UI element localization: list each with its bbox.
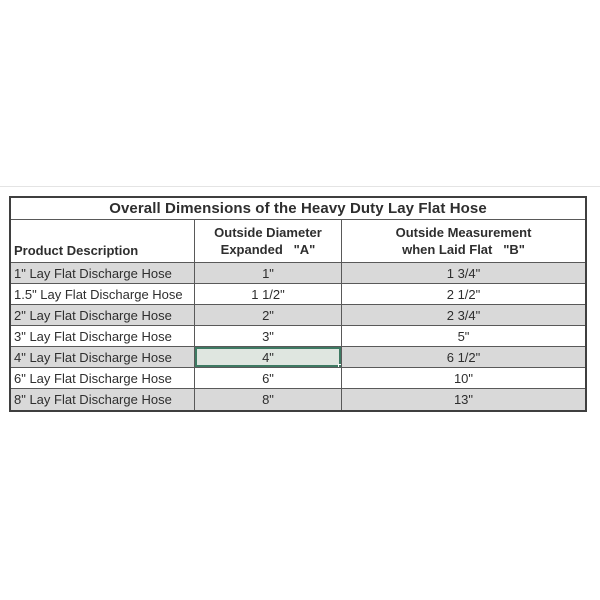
cell-product-description[interactable]: 8" Lay Flat Discharge Hose <box>11 389 195 410</box>
column-header-product-description[interactable] <box>11 220 195 262</box>
column-header-flat-line1: Outside Measurement <box>395 225 532 240</box>
cell-product-description[interactable]: 4" Lay Flat Discharge Hose <box>11 347 195 367</box>
cell-diameter-expanded[interactable]: 2" <box>195 305 342 325</box>
column-header-diameter-line2: Expanded "A" <box>220 242 316 257</box>
table-row <box>11 305 585 326</box>
table-row <box>11 326 585 347</box>
table-row <box>11 263 585 284</box>
table-title: Overall Dimensions of the Heavy Duty Lay Flat Hose <box>109 200 487 217</box>
cell-product-description[interactable]: 2" Lay Flat Discharge Hose <box>11 305 195 325</box>
cell-diameter-expanded[interactable]: 8" <box>195 389 342 410</box>
cell-product-description[interactable]: 1" Lay Flat Discharge Hose <box>11 263 195 283</box>
cell-diameter-expanded[interactable]: 3" <box>195 326 342 346</box>
cell-diameter-expanded[interactable]: 1" <box>195 263 342 283</box>
cell-diameter-expanded[interactable]: 4" <box>195 347 342 367</box>
cell-laid-flat[interactable]: 5" <box>457 328 470 344</box>
hose-dimensions-table <box>9 196 587 412</box>
cell-laid-flat[interactable]: 2 1/2" <box>446 286 481 302</box>
column-header-diameter-line1: Outside Diameter <box>214 225 322 240</box>
column-header-outside-diameter[interactable] <box>195 220 342 262</box>
column-header-flat-line2: when Laid Flat "B" <box>402 242 525 257</box>
cell-laid-flat[interactable]: 6 1/2" <box>446 349 481 365</box>
cell-product-description[interactable]: 1.5" Lay Flat Discharge Hose <box>11 284 195 304</box>
cell-laid-flat[interactable]: 13" <box>453 392 474 407</box>
cell-product-description[interactable]: 3" Lay Flat Discharge Hose <box>11 326 195 346</box>
column-header-outside-measurement[interactable] <box>342 220 585 262</box>
table-row <box>11 389 585 410</box>
table-row <box>11 284 585 305</box>
table-title-cell[interactable] <box>11 198 585 220</box>
table-header-row <box>11 220 585 263</box>
cell-laid-flat[interactable]: 10" <box>453 370 474 386</box>
table-row <box>11 347 585 368</box>
cell-laid-flat[interactable]: 2 3/4" <box>446 307 481 323</box>
column-header-product-label: Product Description <box>14 243 139 258</box>
cell-product-description[interactable]: 6" Lay Flat Discharge Hose <box>11 368 195 388</box>
selection-fill-handle[interactable] <box>338 364 342 367</box>
table-row <box>11 368 585 389</box>
cell-laid-flat[interactable]: 1 3/4" <box>446 265 481 281</box>
gridline-ghost <box>0 186 600 187</box>
cell-diameter-expanded[interactable]: 6" <box>195 368 342 388</box>
cell-diameter-expanded[interactable]: 1 1/2" <box>195 284 342 304</box>
